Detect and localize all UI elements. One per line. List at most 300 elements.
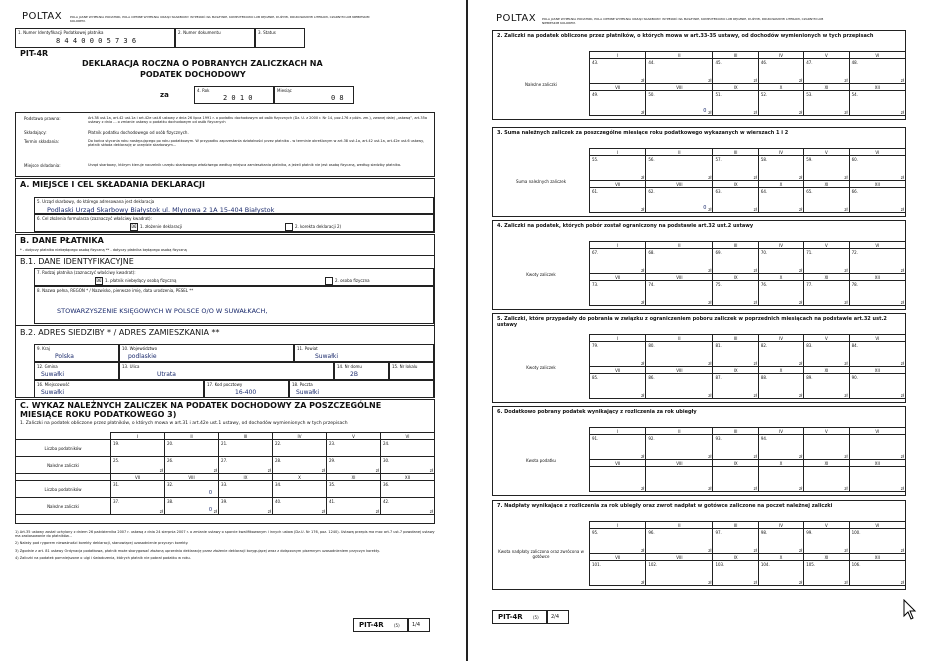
month-header: IV [273, 433, 327, 440]
month-header: VII [590, 181, 646, 188]
amount-cell[interactable] [380, 481, 434, 498]
currency-unit: zł [708, 393, 712, 398]
currency-unit: zł [900, 454, 904, 459]
amount-cell[interactable] [713, 281, 758, 306]
section-b1-title: B.1. DANE IDENTYFIKACYJNE [20, 257, 134, 266]
month-header: XI [804, 460, 849, 467]
municipality-field[interactable] [34, 362, 119, 380]
tax-office-label: 5. Urząd skarbowy, do którego adresowana jest deklaracja [37, 199, 155, 204]
amount-cell[interactable] [804, 529, 849, 554]
section-c7 [492, 500, 906, 590]
month-header: XI [326, 474, 380, 481]
amount-cell[interactable] [380, 498, 434, 515]
currency-unit: zł [900, 268, 904, 273]
amount-cell[interactable] [758, 467, 803, 492]
currency-unit: zł [159, 509, 164, 514]
month-header: XI [804, 181, 849, 188]
amount-cell[interactable] [849, 374, 905, 399]
month-header: I [111, 433, 165, 440]
amount-cell[interactable] [646, 374, 713, 399]
currency-unit: zł [844, 454, 848, 459]
amount-grid [589, 427, 906, 492]
field-number: 99. [806, 530, 813, 535]
amount-cell[interactable] [849, 529, 905, 554]
footer-page-box-2 [547, 610, 569, 624]
currency-unit: zł [798, 454, 803, 459]
month-header: IX [713, 460, 758, 467]
amount-cell[interactable] [646, 156, 713, 181]
month-header: V [804, 149, 849, 156]
currency-unit: zł [708, 361, 712, 366]
field-number: 24. [382, 441, 390, 446]
section-title: 7. Nadpłaty wynikające z rozliczenia za rok ubiegły oraz zwrot nadpłat w gotówce zaliczone na poczet należnej zaliczki [497, 503, 833, 509]
city-label: 16. Miejscowość [37, 382, 70, 387]
field-number: 67. [592, 250, 599, 255]
currency-unit: zł [321, 509, 325, 514]
country-field[interactable] [34, 344, 119, 362]
field-number: 92. [648, 436, 655, 441]
currency-unit: zł [844, 548, 848, 553]
amount-cell[interactable] [380, 457, 434, 474]
amount-grid [589, 521, 906, 586]
amount-cell[interactable] [646, 188, 713, 213]
currency-unit: zł [213, 468, 218, 473]
month-header: II [646, 522, 713, 529]
field-number: 64. [760, 189, 768, 194]
footnotes [15, 530, 435, 560]
month-header: I [590, 335, 646, 342]
month-header: IX [713, 554, 758, 561]
month-header: I [590, 52, 646, 59]
amount-cell[interactable] [326, 481, 380, 498]
month-header: V [804, 335, 849, 342]
month-header: VII [590, 84, 646, 91]
amount-cell[interactable] [326, 457, 380, 474]
currency-unit: zł [753, 78, 757, 83]
field-number: 26. [167, 458, 174, 463]
field-number: 56. [648, 157, 655, 162]
month-header: IX [713, 181, 758, 188]
field-number: 98. [760, 530, 768, 535]
amount-cell[interactable] [849, 156, 905, 181]
section-title: 6. Dodatkowo pobrany podatek wynikający z rozliczenia za rok ubiegły [497, 409, 697, 415]
currency-unit: zł [213, 509, 218, 514]
field-number: 60. [851, 157, 858, 162]
field-number: 76. [760, 282, 768, 287]
amount-grid [589, 334, 906, 399]
month-header: VII [590, 367, 646, 374]
amount-cell[interactable] [590, 467, 646, 492]
month-header: I [590, 242, 646, 249]
info-text-termin: Do końca stycznia roku następującego po roku podatkowym. W przypadku zaprzestania działalności przez płatnika - w terminie określonym w art.38 ust.1a, art.42 ust.1a, art.42e ust.6 ustawy, płatnik składa deklarację w urzędzie skarbowym... [88, 139, 425, 147]
field-number: 59. [806, 157, 813, 162]
house-number-field[interactable] [334, 362, 389, 380]
field-number: 77. [806, 282, 813, 287]
amount-cell[interactable] [165, 498, 219, 515]
amount-cell[interactable] [646, 59, 713, 84]
amount-cell[interactable] [713, 435, 758, 460]
month-header: IX [713, 84, 758, 91]
amount-cell[interactable] [849, 59, 905, 84]
city-field[interactable] [34, 380, 204, 398]
month-header: IV [758, 335, 803, 342]
month-header: III [713, 522, 758, 529]
amount-cell[interactable] [758, 249, 803, 274]
month-header: VIII [646, 181, 713, 188]
amount-cell[interactable] [713, 91, 758, 116]
field-number: 87. [715, 375, 722, 380]
amount-cell[interactable] [758, 342, 803, 367]
amount-cell[interactable] [758, 91, 803, 116]
footer-page-number: 1/4 [412, 622, 421, 628]
currency-unit: zł [844, 486, 848, 491]
amount-cell[interactable] [804, 374, 849, 399]
postal-code-value: 16-400 [235, 389, 257, 396]
apartment-number-field[interactable] [389, 362, 434, 380]
field-number: 43. [592, 60, 599, 65]
currency-unit: zł [844, 78, 848, 83]
amount-cell[interactable] [219, 440, 273, 457]
month-header: XII [849, 460, 905, 467]
month-header: V [804, 428, 849, 435]
month-header: IV [758, 52, 803, 59]
currency-unit: zł [798, 361, 803, 366]
info-label-miejsce: Miejsce składania: [24, 163, 61, 168]
currency-unit: zł [900, 78, 904, 83]
field-number: 66. [851, 189, 858, 194]
amount-cell[interactable] [758, 529, 803, 554]
month-header: III [713, 149, 758, 156]
field-number: 50. [648, 92, 655, 97]
amount-cell[interactable] [646, 435, 713, 460]
month-header: VIII [165, 474, 219, 481]
amount-cell[interactable] [849, 561, 905, 586]
amount-cell[interactable] [165, 481, 219, 498]
amount-cell[interactable] [646, 91, 713, 116]
currency-unit: zł [375, 468, 379, 473]
amount-cell[interactable] [804, 435, 849, 460]
purpose-checkbox-2[interactable] [285, 223, 293, 231]
top-note-2: POLA JASNE WYPEŁNIA PODATNIK, POLA CIEMNE WYPEŁNIA URZĄD SKARBOWY. WYPEŁNIĆ NA MASZYNIE, KOMPUTEROWO LUB RĘCZNIE, DUŻYMI, DRUKOWANYMI LITERAMI, CZARNYM LUB NIEBIESKIM KOLOREM. [542, 17, 824, 25]
amount-cell[interactable] [646, 467, 713, 492]
info-label-podstawa: Podstawa prawna: [24, 116, 61, 121]
amount-cell[interactable] [758, 281, 803, 306]
month-header: VIII [646, 274, 713, 281]
row-label: Liczba podatników [16, 481, 111, 498]
amount-cell[interactable] [273, 481, 327, 498]
amount-cell[interactable] [849, 435, 905, 460]
currency-unit: zł [708, 580, 712, 585]
purpose-label: 6. Cel złożenia formularza (zaznaczyć właściwy kwadrat): [37, 216, 152, 221]
currency-unit: zł [708, 486, 712, 491]
amount-cell[interactable] [713, 467, 758, 492]
row-label: Suma należnych zaliczek [515, 178, 567, 184]
info-label-termin: Termin składania: [24, 139, 60, 144]
purpose-checkbox-1[interactable]: ☒ [131, 223, 137, 230]
month-header: X [758, 367, 803, 374]
currency-unit: zł [753, 361, 757, 366]
field-number: 40. [275, 499, 282, 504]
amount-value: 0 [703, 205, 707, 211]
month-header: VI [849, 242, 905, 249]
payer-type-checkbox-1[interactable]: ☒ [96, 277, 102, 284]
year-field[interactable] [194, 86, 274, 104]
field-number: 63. [715, 189, 722, 194]
currency-unit: zł [798, 268, 803, 273]
amount-cell[interactable] [713, 529, 758, 554]
amount-cell[interactable] [713, 188, 758, 213]
amount-cell[interactable] [758, 59, 803, 84]
amount-cell[interactable] [849, 342, 905, 367]
field-number: 71. [806, 250, 813, 255]
amount-cell[interactable] [713, 249, 758, 274]
amount-cell[interactable] [804, 249, 849, 274]
amount-cell[interactable] [219, 457, 273, 474]
field-number: 89. [806, 375, 813, 380]
street-value: Utrata [157, 371, 176, 378]
field-number: 44. [648, 60, 655, 65]
amount-cell[interactable] [111, 457, 165, 474]
amount-cell[interactable] [804, 467, 849, 492]
field-number: 52. [760, 92, 768, 97]
currency-unit: zł [267, 509, 271, 514]
amount-cell[interactable] [758, 561, 803, 586]
field-number: 51. [715, 92, 722, 97]
postal-code-field[interactable] [204, 380, 289, 398]
month-header: VIII [646, 84, 713, 91]
post-office-field[interactable] [289, 380, 434, 398]
amount-cell[interactable] [219, 498, 273, 515]
field-number: 49. [592, 92, 599, 97]
amount-cell[interactable] [273, 457, 327, 474]
amount-cell[interactable] [590, 188, 646, 213]
county-field[interactable] [294, 344, 434, 362]
amount-cell[interactable] [804, 561, 849, 586]
month-value: 0 8 [331, 94, 344, 102]
street-field[interactable] [119, 362, 334, 380]
month-header: I [590, 149, 646, 156]
amount-cell[interactable] [273, 498, 327, 515]
field-number: 74. [648, 282, 655, 287]
currency-unit: zł [900, 486, 904, 491]
currency-unit: zł [844, 110, 848, 115]
amount-cell[interactable] [804, 342, 849, 367]
amount-cell[interactable] [590, 529, 646, 554]
footer-form-code-box [353, 618, 408, 632]
field-number: 23. [328, 441, 336, 446]
amount-cell[interactable] [219, 481, 273, 498]
amount-cell[interactable] [713, 374, 758, 399]
currency-unit: zł [844, 361, 848, 366]
field-number: 20. [167, 441, 174, 446]
amount-cell[interactable] [804, 156, 849, 181]
amount-cell[interactable] [849, 91, 905, 116]
amount-cell[interactable] [590, 435, 646, 460]
payer-type-field [34, 268, 434, 286]
amount-cell[interactable] [713, 59, 758, 84]
field-number: 68. [648, 250, 655, 255]
amount-cell[interactable] [849, 249, 905, 274]
month-header: XII [380, 474, 434, 481]
amount-cell[interactable] [849, 188, 905, 213]
tax-office-field[interactable] [34, 197, 434, 214]
amount-cell[interactable] [590, 156, 646, 181]
field-number: 95. [592, 530, 599, 535]
month-header: X [758, 84, 803, 91]
currency-unit: zł [753, 393, 757, 398]
amount-cell[interactable] [758, 435, 803, 460]
field-number: 70. [760, 250, 768, 255]
month-header: X [758, 554, 803, 561]
amount-cell[interactable] [590, 374, 646, 399]
amount-cell[interactable] [646, 529, 713, 554]
field-number: 105. [806, 562, 816, 567]
amount-cell[interactable] [804, 188, 849, 213]
month-header: VII [590, 554, 646, 561]
voivodeship-field[interactable] [119, 344, 294, 362]
month-header: VI [849, 52, 905, 59]
payer-type-checkbox-2[interactable] [325, 277, 333, 285]
amount-cell[interactable] [590, 249, 646, 274]
currency-unit: zł [844, 580, 848, 585]
payer-name-field[interactable] [34, 286, 434, 324]
field-number: 91. [592, 436, 599, 441]
info-block [15, 112, 435, 177]
amount-cell[interactable] [849, 281, 905, 306]
currency-unit: zł [900, 580, 904, 585]
amount-cell[interactable] [326, 498, 380, 515]
field-number: 97. [715, 530, 722, 535]
year-label: 4. Rok [197, 88, 210, 93]
amount-cell[interactable] [590, 91, 646, 116]
amount-cell[interactable] [646, 561, 713, 586]
currency-unit: zł [798, 207, 803, 212]
amount-cell[interactable] [758, 188, 803, 213]
amount-cell[interactable] [646, 342, 713, 367]
amount-cell[interactable] [804, 281, 849, 306]
payer-type-option-2: 2. osoba fizyczna [335, 278, 370, 283]
field-number: 28. [275, 458, 282, 463]
amount-cell[interactable] [165, 440, 219, 457]
month-header: XII [849, 554, 905, 561]
month-header: IV [758, 522, 803, 529]
field-number: 54. [851, 92, 858, 97]
month-header: VI [849, 522, 905, 529]
currency-unit: zł [708, 548, 712, 553]
amount-cell[interactable] [111, 498, 165, 515]
field-number: 46. [760, 60, 768, 65]
month-header: VI [849, 428, 905, 435]
currency-unit: zł [844, 300, 848, 305]
currency-unit: zł [708, 454, 712, 459]
amount-cell[interactable] [758, 374, 803, 399]
month-header: II [646, 149, 713, 156]
currency-unit: zł [641, 454, 645, 459]
field-number: 48. [851, 60, 858, 65]
amount-cell[interactable] [165, 457, 219, 474]
purpose-option-2: 2. korekta deklaracji 2) [295, 224, 342, 229]
field-number: 104. [760, 562, 770, 567]
field-number: 79. [592, 343, 599, 348]
amount-cell[interactable] [849, 467, 905, 492]
section-b-title: B. DANE PŁATNIKA [20, 236, 104, 245]
currency-unit: zł [429, 509, 433, 514]
currency-unit: zł [798, 110, 803, 115]
amount-cell[interactable] [713, 342, 758, 367]
country-value: Polska [55, 353, 74, 360]
form-title-line2: PODATEK DOCHODOWY [140, 70, 246, 79]
month-header: XI [804, 84, 849, 91]
amount-cell[interactable] [713, 156, 758, 181]
amount-cell[interactable] [590, 342, 646, 367]
month-field[interactable] [274, 86, 354, 104]
country-label: 9. Kraj [37, 346, 50, 351]
month-header: IV [758, 242, 803, 249]
field-number: 39. [221, 499, 228, 504]
info-text-skladajacy: Płatnik podatku dochodowego od osób fizycznych. [88, 130, 189, 135]
currency-unit: zł [753, 486, 757, 491]
month-header: X [758, 181, 803, 188]
field-number: 19. [113, 441, 120, 446]
amount-cell[interactable] [590, 281, 646, 306]
month-header: VII [111, 474, 165, 481]
amount-cell[interactable] [646, 249, 713, 274]
currency-unit: zł [844, 268, 848, 273]
field-number: 88. [760, 375, 768, 380]
amount-cell[interactable] [713, 561, 758, 586]
field-number: 57. [715, 157, 722, 162]
amount-cell[interactable] [111, 440, 165, 457]
nip-field[interactable] [15, 28, 175, 48]
amount-cell[interactable] [380, 440, 434, 457]
currency-unit: zł [798, 486, 803, 491]
currency-unit: zł [900, 548, 904, 553]
amount-cell[interactable] [590, 59, 646, 84]
field-number: 27. [221, 458, 228, 463]
amount-cell[interactable] [758, 156, 803, 181]
currency-unit: zł [641, 110, 645, 115]
field-number: 35. [328, 482, 336, 487]
amount-cell[interactable] [590, 561, 646, 586]
form-page-2 [472, 0, 941, 661]
amount-cell[interactable] [273, 440, 327, 457]
month-header: II [646, 428, 713, 435]
post-office-label: 18. Poczta [292, 382, 313, 387]
footnote-4: 4) Zaliczki na podatek pomniejszone o ulgi i świadczenia, których płatnik nie pobrał podatku w roku. [15, 555, 191, 560]
month-header: II [646, 335, 713, 342]
amount-cell[interactable] [804, 91, 849, 116]
currency-unit: zł [641, 361, 645, 366]
field-number: 82. [760, 343, 768, 348]
info-text-podstawa: Art.38 ust.1a, art.42 ust.1a i art.42e ust.6 ustawy z dnia 26 lipca 1991 r. o podatku dochodowym od osób fizycznych (Dz. U. z 2000 r. Nr 14, poz.176 z późn. zm.), zwanej dalej „ustawą”, art.35a ustawy z dnia ... o zmianie ustawy o podatku dochodowym od osób fizycznych [88, 116, 427, 124]
amount-cell[interactable] [804, 59, 849, 84]
c1-title: 1. Zaliczki na podatek obliczone przez płatników, o których mowa w art.31 i art.42e ust.1 ustawy, od dochodów wymienionych w tych przepisach [20, 421, 348, 426]
currency-unit: zł [753, 175, 757, 180]
footer-form-version-2: (5) [533, 615, 539, 620]
currency-unit: zł [900, 393, 904, 398]
field-number: 22. [275, 441, 282, 446]
currency-unit: zł [753, 454, 757, 459]
field-number: 45. [715, 60, 722, 65]
footer-page-box [408, 618, 430, 632]
month-header: II [646, 242, 713, 249]
currency-unit: zł [844, 207, 848, 212]
amount-cell[interactable] [111, 481, 165, 498]
purpose-option-1: 1. złożenie deklaracji [140, 224, 183, 229]
amount-cell[interactable] [646, 281, 713, 306]
amount-cell[interactable] [326, 440, 380, 457]
field-number: 31. [113, 482, 120, 487]
